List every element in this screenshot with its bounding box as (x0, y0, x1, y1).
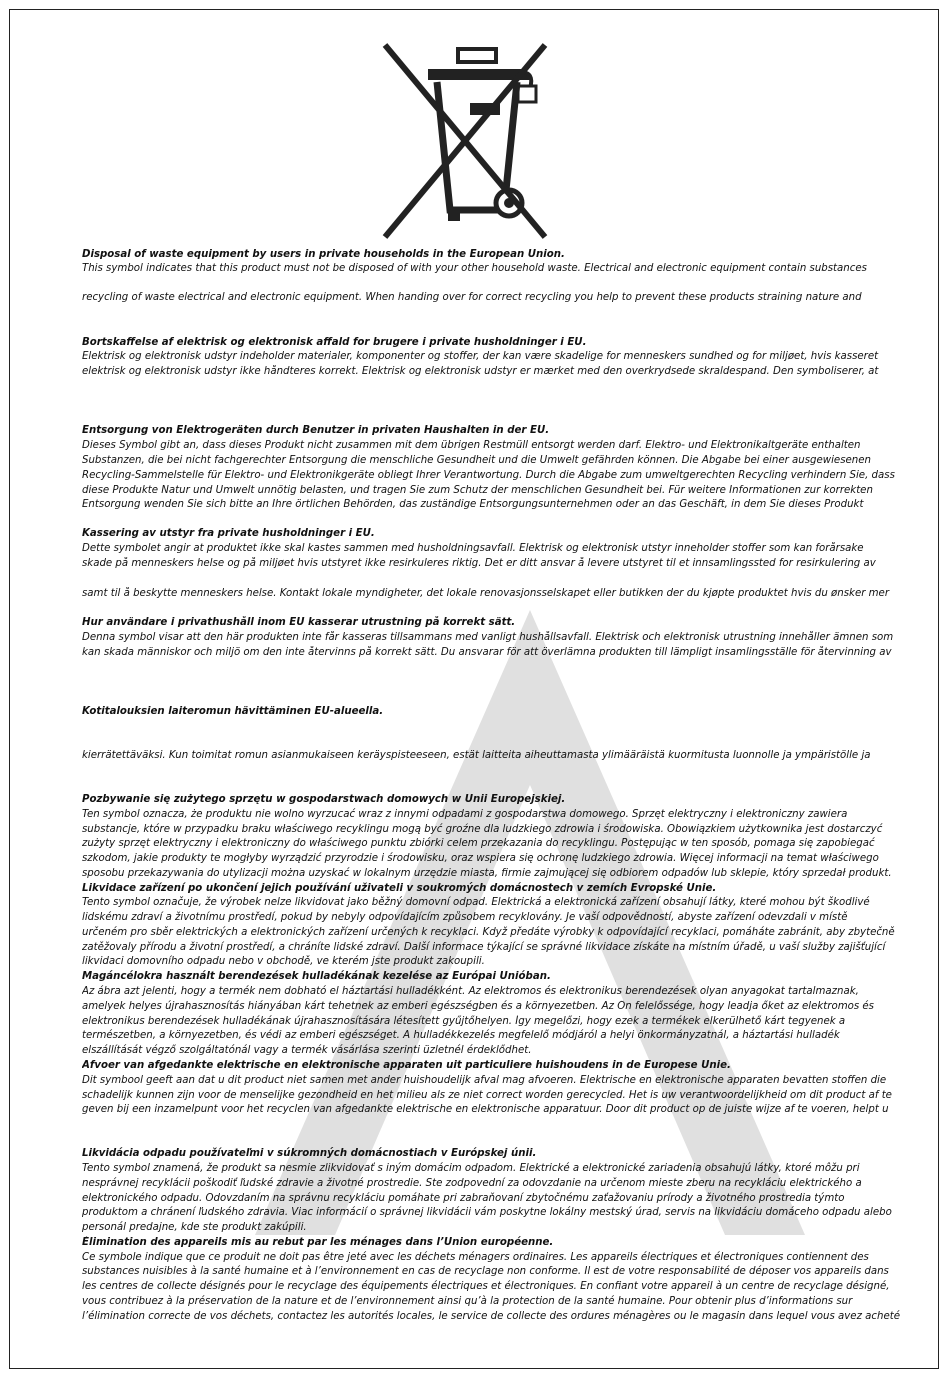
section-text-line: les centres de collecte désignés pour le recyclage des équipements électriques et électroniques. En confiant votre appareil à un centre de recyclage désigné, (82, 1281, 890, 1292)
section-text-line: amelyek helyes újrahasznosítás hiányában kárt tehetnek az emberi egészségben és a környezetben. Az Ön felelőssége, hogy leadja őket az elektromos és (82, 1001, 874, 1012)
section-text-line: diese Produkte Natur und Umwelt unnötig belasten, und tragen Sie zum Schutz der menschlichen Gesundheit bei. Für weitere Informationen zur korrekten (82, 485, 873, 496)
section-heading-nl: Afvoer van afgedankte elektrische en elektronische apparaten uit particuliere huishoudens in de Europese Unie. (82, 1060, 731, 1071)
section-text-line: určeném pro sběr elektrických a elektronických zařízení určených k recyklaci. Když předáte výrobky k odpovídající recyklaci, pomáháte zabránit, aby zbytečně (82, 927, 895, 938)
section-text-line: természetben, a környezetben, és védi az emberi egészséget. A hulladékkezelés megfelelő módjáról a helyi önkormányzatnál, a háztartási hulladék (82, 1030, 840, 1041)
section-text-line: elektronického odpadu. Odovzdaním na správnu recykláciu pomáhate pri zabraňovaní zbytočnému zaťažovaniu prírody a životného prostredia týmto (82, 1193, 845, 1204)
section-text-line: kierrätettäväksi. Kun toimitat romun asianmukaiseen keräyspisteeseen, estät laitteita aiheuttamasta ylimääräistä kuormitusta luonnolle ja ympäristölle ja (82, 750, 871, 761)
section-text-line: Tento symbol znamená, že produkt sa nesmie zlikvidovať s iným domácim odpadom. Elektrické a elektronické zariadenia obsahujú látky, ktoré môžu pri (82, 1163, 860, 1174)
section-text-line: Entsorgung wenden Sie sich bitte an Ihre örtlichen Behörden, das zuständige Entsorgungsunternehmen oder an das Geschäft, in dem Sie dieses Produkt (82, 499, 864, 510)
section-text-line: Substanzen, die bei nicht fachgerechter Entsorgung die menschliche Gesundheit und die Umwelt gefährden können. Die Abgabe bei einer ausgewiesenen (82, 455, 871, 466)
section-heading-hu: Magáncélokra használt berendezések hulladékának kezelése az Európai Unióban. (82, 971, 551, 982)
section-text-line: Tento symbol označuje, že výrobek nelze likvidovat jako běžný domovní odpad. Elektrická a elektronická zařízení obsahují látky, které mohou být škodlivé (82, 897, 870, 908)
section-text-line: Dette symbolet angir at produktet ikke skal kastes sammen med husholdningsavfall. Elektrisk og elektronisk utstyr inneholder stoffer som kan forårsake (82, 543, 864, 554)
section-text-line: kan skada människor och miljö om den inte återvinns på korrekt sätt. Du ansvarar för att överlämna produkten till lämpligt insamlingsställe för återvinning av (82, 647, 892, 658)
section-text-line: personál predajne, kde ste produkt zakúpili. (82, 1222, 307, 1233)
section-heading-no: Kassering av utstyr fra private husholdninger i EU. (82, 528, 375, 539)
section-heading-de: Entsorgung von Elektrogeräten durch Benutzer in privaten Haushalten in der EU. (82, 425, 550, 436)
section-text-line: likvidaci domovního odpadu nebo v obchodě, ve kterém jste produkt zakoupili. (82, 956, 485, 967)
section-text-line: This symbol indicates that this product must not be disposed of with your other household waste. Electrical and electronic equipment contain substances (82, 263, 867, 274)
section-text-line: Ten symbol oznacza, że produktu nie wolno wyrzucać wraz z innymi odpadami z gospodarstwa domowego. Sprzęt elektryczny i elektroniczny zawiera (82, 809, 848, 820)
section-text-line: Ce symbole indique que ce produit ne doit pas être jeté avec les déchets ménagers ordinaires. Les appareils électriques et électroniques contiennent des (82, 1252, 869, 1263)
section-heading-fr: Élimination des appareils mis au rebut par les ménages dans l’Union européenne. (82, 1237, 554, 1248)
section-heading-pl: Pozbywanie się zużytego sprzętu w gospodarstwach domowych w Unii Europejskiej. (82, 794, 566, 805)
section-text-line: elektrisk og elektronisk udstyr ikke håndteres korrekt. Elektrisk og elektronisk udstyr er mærket med den overkrydsede skraldespand. Den symboliserer, at (82, 366, 879, 377)
section-text-line: lidskému zdraví a životnímu prostředí, pokud by nebyly odpovídajícím způsobem recyklovány. Je vaší odpovědností, abyste zařízení odevzdali v místě (82, 912, 848, 923)
section-text-line: Dieses Symbol gibt an, dass dieses Produkt nicht zusammen mit dem übrigen Restmüll entsorgt werden darf. Elektro- und Elektronikaltgeräte enthalten (82, 440, 861, 451)
section-text-line: produktom a chránení ľudského zdravia. Viac informácií o správnej likvidácii vám poskytne lokálny mestský úrad, servis na likvidáciu domáceho odpadu alebo (82, 1207, 892, 1218)
section-text-line: skade på menneskers helse og på miljøet hvis utstyret ikke resirkuleres riktig. Det er ditt ansvar å levere utstyret til et innsamlingssted for resirkulering av (82, 558, 876, 569)
section-text-line: schadelijk kunnen zijn voor de menselijke gezondheid en het milieu als ze niet correct worden gerecycled. Het is uw verantwoordelijkheid om dit product af te (82, 1090, 892, 1101)
section-heading-cs: Likvidace zařízení po ukončení jejich používání uživateli v soukromých domácnostech v zemích Evropské Unie. (82, 883, 717, 894)
section-text-line: l’élimination correcte de vos déchets, contactez les autorités locales, le service de collecte des ordures ménagères ou le magasin dans lequel vous avez acheté (82, 1311, 900, 1322)
section-text-line: recycling of waste electrical and electronic equipment. When handing over for correct recycling you help to prevent these products straining nature and (82, 292, 862, 303)
section-heading-sv: Hur användare i privathushåll inom EU kasserar utrustning på korrekt sätt. (82, 617, 516, 628)
section-text-line: Az ábra azt jelenti, hogy a termék nem dobható el háztartási hulladékként. Az elektromos és elektronikus berendezések olyan anyagokat tartalmaznak, (82, 986, 859, 997)
section-heading-sk: Likvidácia odpadu používateľmi v súkromných domácnostiach v Európskej únii. (82, 1148, 537, 1159)
section-text-line: elektronikus berendezések hulladékának újrahasznosítására létesített gyűjtőhelyen. Így megelőzi, hogy ezek a termékek elkerülhető kárt tegyenek a (82, 1016, 846, 1027)
crossed-out-wheeled-bin-icon (380, 42, 550, 240)
section-text-line: zatěžovaly přírodu a životní prostředí, a chráníte lidské zdraví. Další informace týkající se správné likvidace získáte na místním úřadě, u vaší služby zajišťující (82, 942, 886, 953)
section-text-line: nesprávnej recyklácii poškodiť ľudské zdravie a životné prostredie. Ste zodpovední za odovzdanie na určenom mieste zberu na recykláciu elektrického a (82, 1178, 862, 1189)
section-text-line: zużyty sprzęt elektryczny i elektroniczny do właściwego punktu zbiórki celem przekazania do recyklingu. Postępując w ten sposób, pomaga się zapobiegać (82, 838, 875, 849)
section-heading-en: Disposal of waste equipment by users in private households in the European Union. (82, 249, 565, 260)
section-text-line: sposobu przekazywania do utylizacji można uzyskać w lokalnym urzędzie miasta, firmie zajmującej się odbiorem odpadów lub sklepie, który sprzedał produkt. (82, 868, 892, 879)
section-text-line: Denna symbol visar att den här produkten inte får kasseras tillsammans med vanligt hushållsavfall. Elektrisk och elektronisk utrustning innehåller ämnen som (82, 632, 894, 643)
section-text-line: Recycling-Sammelstelle für Elektro- und Elektronikgeräte obliegt Ihrer Verantwortung. Durch die Abgabe zum umweltgerechten Recycling verhindern Sie, dass (82, 470, 895, 481)
section-text-line: szkodom, jakie produkty te mogłyby wyrządzić przyrodzie i środowisku, oraz wspiera się ochronę ludzkiego zdrowia. Więcej informacji na temat właściwego (82, 853, 879, 864)
section-heading-da: Bortskaffelse af elektrisk og elektronisk affald for brugere i private husholdninger i EU. (82, 337, 587, 348)
section-text-line: substances nuisibles à la santé humaine et à l’environnement en cas de recyclage non conforme. Il est de votre responsabilité de déposer vos appareils dans (82, 1266, 889, 1277)
section-text-line: Elektrisk og elektronisk udstyr indeholder materialer, komponenter og stoffer, der kan være skadelige for menneskers sundhed og for miljøet, hvis kasseret (82, 351, 879, 362)
section-text-line: substancje, które w przypadku braku właściwego recyklingu mogą być groźne dla ludzkiego zdrowia i środowiska. Obowiązkiem użytkownika jest dostarczyć (82, 824, 883, 835)
section-text-line: Dit symbool geeft aan dat u dit product niet samen met ander huishoudelijk afval mag afvoeren. Elektrische en elektronische apparaten bevatten stoffen die (82, 1075, 887, 1086)
section-text-line: vous contribuez à la préservation de la nature et de l’environnement ainsi qu’à la protection de la santé humaine. Pour obtenir plus d’informations sur (82, 1296, 853, 1307)
section-text-line: geven bij een inzamelpunt voor het recyclen van afgedankte elektrische en elektronische apparatuur. Door dit product op de juiste wijze af te voeren, helpt u (82, 1104, 889, 1115)
section-text-line: samt til å beskytte menneskers helse. Kontakt lokale myndigheter, det lokale renovasjonsselskapet eller butikken der du kjøpte produktet hvis du ønsker mer (82, 588, 890, 599)
section-text-line: elszállítását végző szolgáltatónál vagy a termék vásárlása szerinti üzletnél érdeklődhet. (82, 1045, 532, 1056)
section-heading-fi: Kotitalouksien laiteromun hävittäminen EU-alueella. (82, 706, 384, 717)
